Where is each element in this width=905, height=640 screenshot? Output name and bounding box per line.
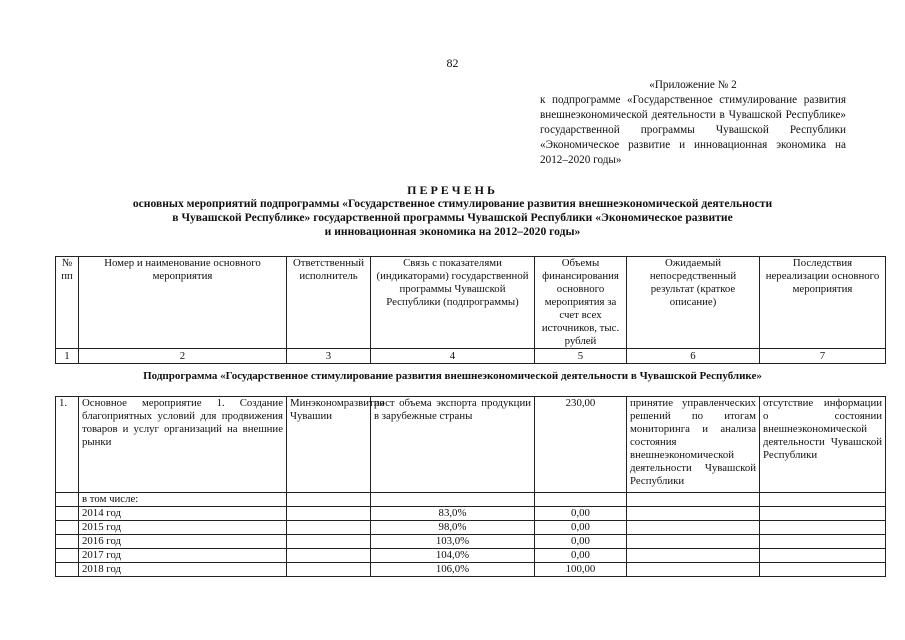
expected-result: принятие управленческих решений по итогам мониторинга и анализа состояния внешнеэкономической деятельности Чувашской Республики xyxy=(627,397,760,493)
table-row xyxy=(56,521,886,535)
table-row xyxy=(56,549,886,563)
year-label: 2015 год xyxy=(79,521,287,535)
subprogram-title: Подпрограмма «Государственное стимулирование развития внешнеэкономической деятельности в Чувашской Республике» xyxy=(143,370,762,382)
subtitle-line-3: и инновационная экономика на 2012–2020 годы» xyxy=(324,225,581,238)
measures-table-header xyxy=(55,256,886,364)
indicator-value: 104,0% xyxy=(371,549,535,563)
column-header: № пп xyxy=(56,257,79,349)
subtitle-line-1: основных мероприятий подпрограммы «Государственное стимулирование развития внешнеэкономической деятельности xyxy=(132,197,773,210)
column-header: Номер и наименование основного мероприятия xyxy=(79,257,287,349)
indicator-value: 98,0% xyxy=(371,521,535,535)
column-number: 4 xyxy=(371,349,535,364)
column-header: Связь с показателями (индикаторами) государственной программы Чувашской Республики (подпрограммы) xyxy=(371,257,535,349)
appendix-body: к подпрограмме «Государственное стимулирование развития внешнеэкономической деятельности в Чувашской Республике» государственной программы Чувашской Республики «Экономическое развитие и инновационная экономика на 2012–2020 годы» xyxy=(540,94,846,166)
column-number: 5 xyxy=(535,349,627,364)
funding-value: 0,00 xyxy=(535,507,627,521)
column-number: 3 xyxy=(287,349,371,364)
table-row xyxy=(56,535,886,549)
executor: Минэкономразвития Чувашии xyxy=(287,397,371,493)
table-row xyxy=(56,507,886,521)
indicator-value: 106,0% xyxy=(371,563,535,577)
document-title: ПЕРЕЧЕНЬ xyxy=(407,183,498,197)
page-number: 82 xyxy=(446,56,459,70)
measures-table-body xyxy=(55,396,886,577)
indicator-link: рост объема экспорта продукции в зарубежные страны xyxy=(371,397,535,493)
column-number: 1 xyxy=(56,349,79,364)
column-number-row xyxy=(56,349,886,364)
column-header: Ожидаемый непосредственный результат (краткое описание) xyxy=(627,257,760,349)
year-label: 2014 год xyxy=(79,507,287,521)
funding-value: 0,00 xyxy=(535,535,627,549)
column-number: 6 xyxy=(627,349,760,364)
year-label: 2016 год xyxy=(79,535,287,549)
column-header: Ответственный исполнитель xyxy=(287,257,371,349)
table-row xyxy=(56,397,886,493)
appendix-note xyxy=(540,78,846,168)
column-number: 2 xyxy=(79,349,287,364)
header-row xyxy=(56,257,886,349)
consequences: отсутствие информации о состоянии внешнеэкономической деятельности Чувашской Республики xyxy=(760,397,886,493)
table-row xyxy=(56,563,886,577)
row-number: 1. xyxy=(56,397,79,493)
funding-value: 0,00 xyxy=(535,549,627,563)
funding-value: 100,00 xyxy=(535,563,627,577)
column-number: 7 xyxy=(760,349,886,364)
funding-value: 0,00 xyxy=(535,521,627,535)
year-label: 2017 год xyxy=(79,549,287,563)
table-row xyxy=(56,493,886,507)
subtitle-line-2: в Чувашской Республике» государственной программы Чувашской Республики «Экономическое развитие xyxy=(172,211,733,224)
funding-amount: 230,00 xyxy=(535,397,627,493)
indicator-value: 103,0% xyxy=(371,535,535,549)
including-label: в том числе: xyxy=(79,493,287,507)
measure-name: Основное мероприятие 1. Создание благоприятных условий для продвижения товаров и услуг организаций на внешние рынки xyxy=(79,397,287,493)
year-label: 2018 год xyxy=(79,563,287,577)
column-header: Объемы финансирования основного мероприятия за счет всех источников, тыс. рублей xyxy=(535,257,627,349)
indicator-value: 83,0% xyxy=(371,507,535,521)
appendix-heading: «Приложение № 2 xyxy=(649,79,737,91)
column-header: Последствия нереализации основного мероприятия xyxy=(760,257,886,349)
document-subtitle xyxy=(90,197,815,239)
